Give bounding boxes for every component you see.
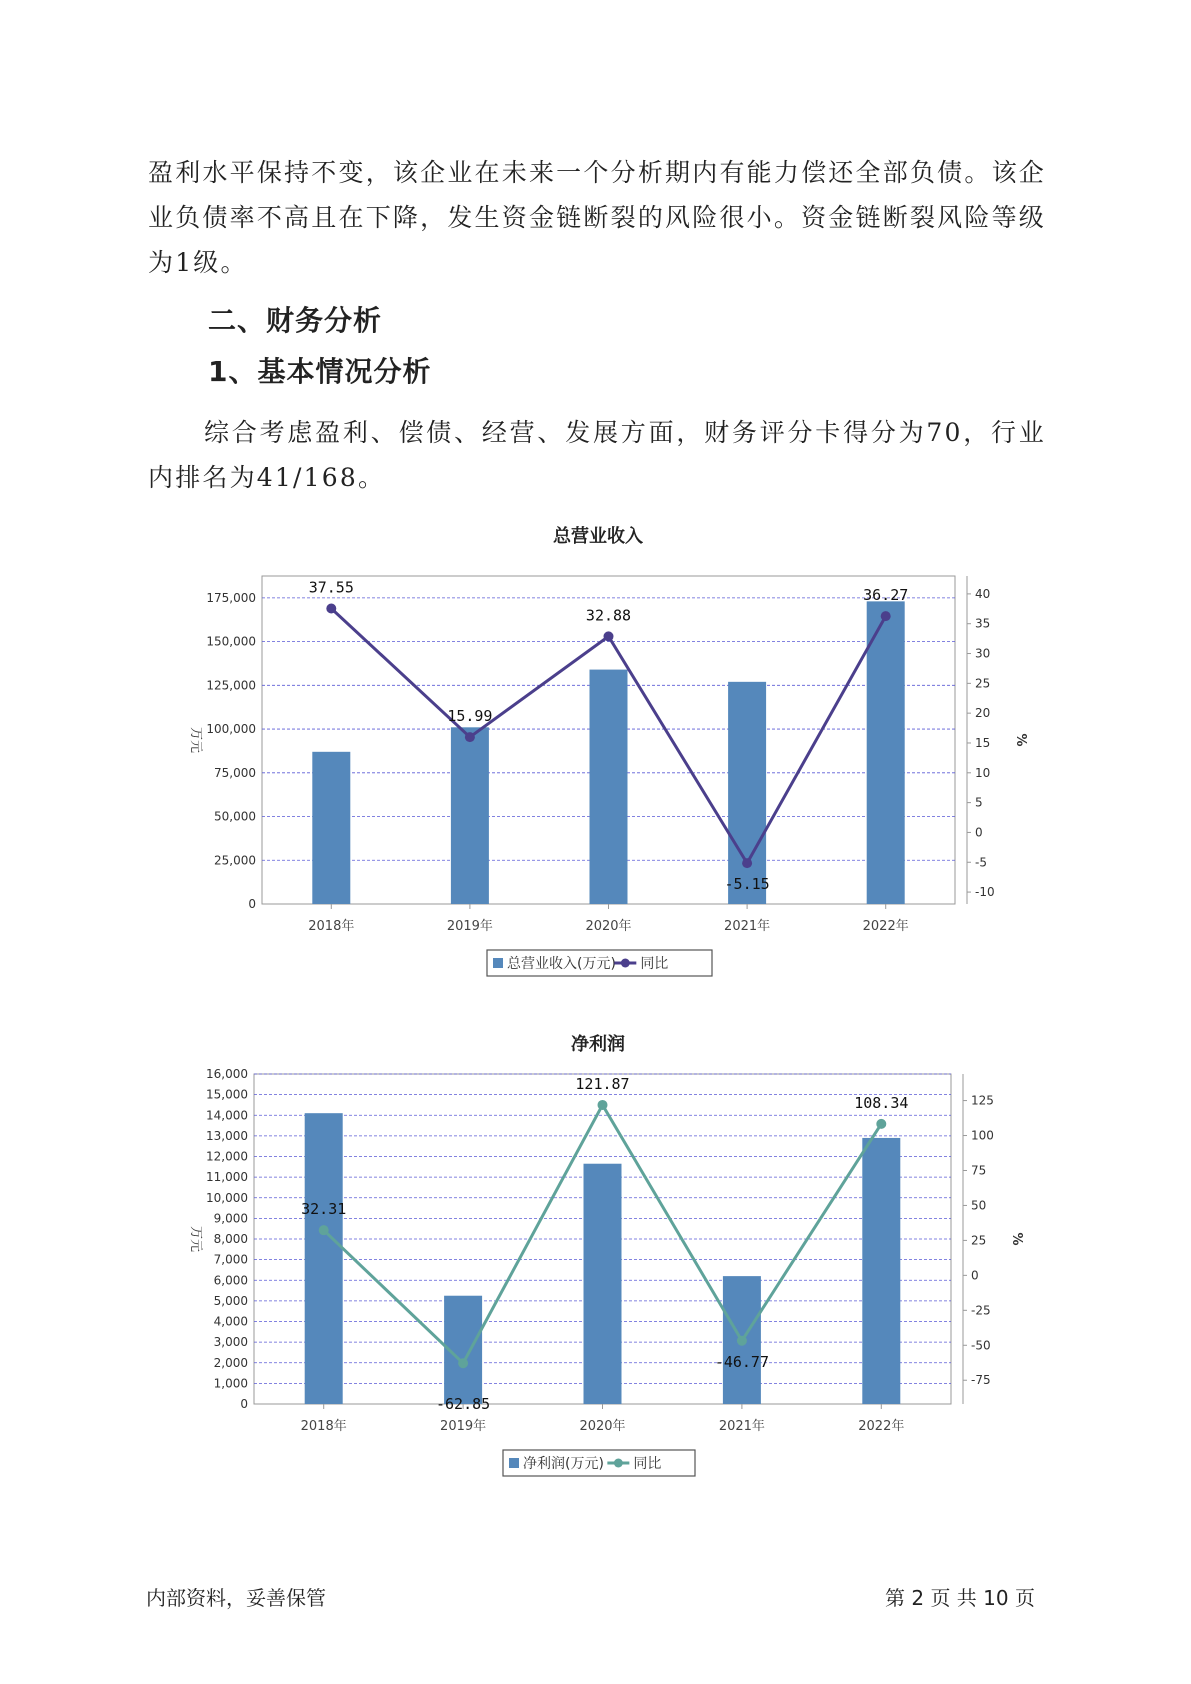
bar-3 bbox=[584, 1164, 622, 1404]
y2-tick-label: 15 bbox=[975, 735, 991, 750]
chart-title: 净利润 bbox=[571, 1034, 625, 1055]
subsection-heading: 1、基本情况分析 bbox=[208, 355, 432, 388]
y2-tick-label: 0 bbox=[975, 825, 983, 840]
x-tick-label: 2022年 bbox=[858, 1419, 905, 1434]
y-tick-label: 7,000 bbox=[213, 1252, 248, 1267]
bar-5 bbox=[867, 601, 905, 904]
data-label: 37.55 bbox=[308, 578, 354, 597]
y-tick-label: 14,000 bbox=[206, 1108, 248, 1123]
data-label: 15.99 bbox=[447, 707, 493, 726]
y2-tick-label: 25 bbox=[975, 676, 991, 691]
y-tick-label: 0 bbox=[240, 1397, 248, 1411]
x-tick-label: 2020年 bbox=[585, 919, 632, 934]
y-tick-label: 6,000 bbox=[213, 1273, 248, 1288]
yoy-point-5 bbox=[881, 611, 891, 621]
legend-bar-label: 净利润(万元) bbox=[523, 1456, 604, 1472]
y-tick-label: 0 bbox=[248, 897, 256, 911]
y-tick-label: 100,000 bbox=[206, 722, 256, 737]
y-tick-label: 25,000 bbox=[214, 853, 256, 868]
x-tick-label: 2019年 bbox=[440, 1419, 487, 1434]
x-tick-label: 2018年 bbox=[308, 919, 355, 934]
x-tick-label: 2020年 bbox=[579, 1419, 626, 1434]
net-profit-chart bbox=[0, 1020, 1191, 1510]
y2-tick-label: 25 bbox=[971, 1233, 987, 1248]
y-tick-label: 175,000 bbox=[206, 590, 256, 605]
y2-tick-label: 100 bbox=[971, 1128, 994, 1143]
y-tick-label: 11,000 bbox=[206, 1170, 248, 1185]
y2-tick-label: 35 bbox=[975, 616, 991, 631]
y-tick-label: 3,000 bbox=[213, 1335, 248, 1350]
y2-tick-label: -25 bbox=[971, 1303, 991, 1318]
y-tick-label: 150,000 bbox=[206, 634, 256, 649]
data-label: -46.77 bbox=[714, 1352, 769, 1371]
y-tick-label: 16,000 bbox=[206, 1067, 248, 1081]
y-axis-title: 万元 bbox=[188, 1225, 203, 1253]
y2-tick-label: 10 bbox=[975, 765, 991, 780]
bar-3 bbox=[590, 670, 628, 904]
chart-title: 总营业收入 bbox=[553, 526, 643, 547]
yoy-point-3 bbox=[604, 631, 614, 641]
y2-tick-label: 40 bbox=[975, 586, 991, 601]
y2-tick-label: -10 bbox=[975, 885, 995, 900]
bar-2 bbox=[451, 727, 489, 904]
yoy-point-2 bbox=[465, 732, 475, 742]
legend-line-label: 同比 bbox=[640, 956, 669, 972]
y-tick-label: 15,000 bbox=[206, 1087, 248, 1102]
y2-tick-label: -75 bbox=[971, 1373, 991, 1388]
y-tick-label: 12,000 bbox=[206, 1149, 248, 1164]
y2-tick-label: 30 bbox=[975, 646, 991, 661]
data-label: 32.88 bbox=[585, 606, 632, 625]
y-tick-label: 10,000 bbox=[206, 1190, 248, 1205]
y-tick-label: 4,000 bbox=[213, 1314, 248, 1329]
yoy-point-4 bbox=[737, 1336, 747, 1346]
y-tick-label: 50,000 bbox=[214, 809, 256, 824]
revenue-chart-svg bbox=[0, 520, 1191, 990]
data-label: 36.27 bbox=[863, 586, 909, 605]
y-tick-label: 125,000 bbox=[206, 678, 256, 693]
data-label: 108.34 bbox=[854, 1093, 909, 1112]
y2-tick-label: 50 bbox=[971, 1198, 987, 1213]
y-axis-title: 万元 bbox=[188, 726, 203, 754]
bar-4 bbox=[728, 682, 766, 904]
y2-tick-label: 125 bbox=[971, 1093, 994, 1108]
bar-1 bbox=[312, 752, 350, 904]
y2-tick-label: 0 bbox=[971, 1268, 979, 1283]
y2-tick-label: 5 bbox=[975, 795, 983, 810]
y2-axis-title: % bbox=[1013, 733, 1028, 747]
data-label: 32.31 bbox=[301, 1200, 347, 1219]
y-tick-label: 8,000 bbox=[213, 1232, 248, 1246]
y-tick-label: 5,000 bbox=[213, 1293, 248, 1308]
y-tick-label: 13,000 bbox=[206, 1128, 248, 1143]
x-tick-label: 2021年 bbox=[718, 1419, 765, 1434]
y2-tick-label: 75 bbox=[971, 1163, 987, 1178]
y2-tick-label: 20 bbox=[975, 706, 991, 721]
bar-5 bbox=[862, 1138, 900, 1404]
y2-tick-label: -5 bbox=[975, 855, 987, 870]
section-heading: 二、财务分析 bbox=[208, 304, 383, 337]
y2-axis-title: % bbox=[1009, 1232, 1024, 1246]
y-tick-label: 1,000 bbox=[213, 1376, 248, 1391]
legend-line-marker bbox=[621, 959, 630, 968]
intro-paragraph: 盈利水平保持不变，该企业在未来一个分析期内有能力偿还全部负债。该企业负债率不高且在下降，发生资金链断裂的风险很小。资金链断裂风险等级为1级。 bbox=[148, 158, 1046, 277]
footer-page-number: 第 2 页 共 10 页 bbox=[885, 1586, 1035, 1610]
y-tick-label: 9,000 bbox=[213, 1211, 248, 1226]
legend-bar-label: 总营业收入(万元) bbox=[507, 956, 616, 972]
data-label: -62.85 bbox=[436, 1395, 491, 1414]
legend-bar-swatch bbox=[493, 958, 503, 968]
y2-tick-label: -50 bbox=[971, 1338, 991, 1353]
legend-line-marker bbox=[614, 1459, 623, 1468]
revenue-chart bbox=[0, 520, 1191, 990]
net-profit-chart-svg bbox=[0, 1020, 1191, 1510]
yoy-point-5 bbox=[876, 1119, 886, 1129]
legend-bar-swatch bbox=[509, 1458, 519, 1468]
yoy-point-1 bbox=[326, 604, 336, 614]
data-label: -5.15 bbox=[724, 875, 770, 894]
yoy-point-1 bbox=[319, 1225, 329, 1235]
summary-paragraph: 综合考虑盈利、偿债、经营、发展方面，财务评分卡得分为70，行业内排名为41/168。 bbox=[148, 418, 1046, 492]
x-tick-label: 2021年 bbox=[724, 919, 771, 934]
data-label: 121.87 bbox=[575, 1074, 630, 1093]
yoy-point-2 bbox=[458, 1358, 468, 1368]
x-tick-label: 2019年 bbox=[446, 919, 493, 934]
y-tick-label: 75,000 bbox=[214, 765, 256, 780]
y-tick-label: 2,000 bbox=[213, 1355, 248, 1370]
yoy-point-4 bbox=[742, 858, 752, 868]
legend-line-label: 同比 bbox=[633, 1456, 662, 1472]
x-tick-label: 2018年 bbox=[300, 1419, 347, 1434]
yoy-point-3 bbox=[598, 1100, 608, 1110]
footer-left: 内部资料，妥善保管 bbox=[146, 1586, 326, 1610]
x-tick-label: 2022年 bbox=[862, 919, 909, 934]
bar-1 bbox=[305, 1113, 343, 1404]
